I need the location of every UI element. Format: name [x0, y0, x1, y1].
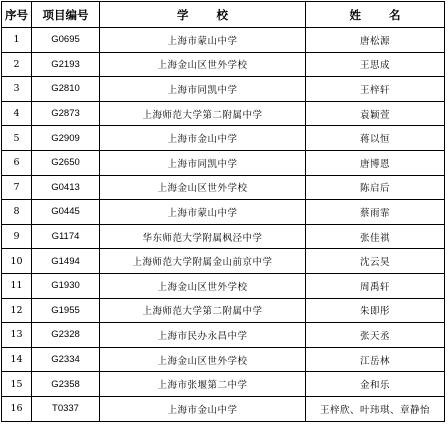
- cell-project-id: G0413: [32, 175, 100, 200]
- cell-project-id: G2810: [32, 77, 100, 102]
- cell-school: 上海市张堰第二中学: [100, 372, 306, 397]
- cell-project-id: G1955: [32, 298, 100, 323]
- table-row: [2, 347, 445, 372]
- cell-student-name: 唐博恩: [306, 150, 445, 175]
- header-student-name: 姓 名: [306, 2, 445, 28]
- cell-student-name: 袁颖萱: [306, 101, 445, 126]
- cell-school: 上海金山区世外学校: [100, 347, 306, 372]
- cell-serial-number: 11: [2, 273, 32, 298]
- cell-serial-number: 3: [2, 77, 32, 102]
- cell-project-id: T0337: [32, 396, 100, 421]
- cell-serial-number: 14: [2, 347, 32, 372]
- table-row: [2, 126, 445, 151]
- cell-student-name: 周禹轩: [306, 273, 445, 298]
- cell-serial-number: 10: [2, 249, 32, 274]
- cell-project-id: G1930: [32, 273, 100, 298]
- table-row: [2, 372, 445, 397]
- cell-project-id: G1494: [32, 249, 100, 274]
- cell-serial-number: 9: [2, 224, 32, 249]
- cell-student-name: 金和乐: [306, 372, 445, 397]
- cell-serial-number: 4: [2, 101, 32, 126]
- cell-project-id: G2328: [32, 323, 100, 348]
- cell-school: 上海市同凯中学: [100, 77, 306, 102]
- header-serial-number: 序号: [2, 2, 32, 28]
- header-school: 学 校: [100, 2, 306, 28]
- cell-project-id: G2193: [32, 52, 100, 77]
- table-row: [2, 150, 445, 175]
- cell-school: 上海金山区世外学校: [100, 52, 306, 77]
- award-roster-table: [1, 1, 445, 422]
- cell-project-id: G0695: [32, 28, 100, 53]
- cell-serial-number: 16: [2, 396, 32, 421]
- cell-serial-number: 1: [2, 28, 32, 53]
- cell-student-name: 蒋以恒: [306, 126, 445, 151]
- cell-school: 上海市民办永昌中学: [100, 323, 306, 348]
- cell-serial-number: 2: [2, 52, 32, 77]
- cell-project-id: G2909: [32, 126, 100, 151]
- cell-school: 上海师范大学第二附属中学: [100, 101, 306, 126]
- cell-student-name: 朱即彤: [306, 298, 445, 323]
- table-row: [2, 273, 445, 298]
- cell-student-name: 江岳林: [306, 347, 445, 372]
- table-row: [2, 249, 445, 274]
- table-row: [2, 200, 445, 225]
- cell-serial-number: 8: [2, 200, 32, 225]
- cell-serial-number: 5: [2, 126, 32, 151]
- cell-student-name: 唐松源: [306, 28, 445, 53]
- cell-school: 上海市蒙山中学: [100, 28, 306, 53]
- cell-serial-number: 12: [2, 298, 32, 323]
- cell-school: 上海市金山中学: [100, 126, 306, 151]
- cell-project-id: G1174: [32, 224, 100, 249]
- table-body: [2, 28, 445, 422]
- cell-project-id: G2873: [32, 101, 100, 126]
- cell-student-name: 王思成: [306, 52, 445, 77]
- table-row: [2, 175, 445, 200]
- cell-serial-number: 13: [2, 323, 32, 348]
- header-project-id: 项目编号: [32, 2, 100, 28]
- table-row: [2, 298, 445, 323]
- cell-student-name: 王梓轩: [306, 77, 445, 102]
- cell-school: 上海金山区世外学校: [100, 175, 306, 200]
- cell-school: 华东师范大学附属枫泾中学: [100, 224, 306, 249]
- cell-student-name: 王梓欣、叶玮琪、章静怡: [306, 396, 445, 421]
- cell-school: 上海市金山中学: [100, 396, 306, 421]
- cell-student-name: 蔡雨霏: [306, 200, 445, 225]
- cell-serial-number: 6: [2, 150, 32, 175]
- cell-student-name: 陈启后: [306, 175, 445, 200]
- cell-school: 上海市同凯中学: [100, 150, 306, 175]
- table-row: [2, 396, 445, 421]
- cell-project-id: G2334: [32, 347, 100, 372]
- cell-student-name: 沈云昊: [306, 249, 445, 274]
- table-row: [2, 224, 445, 249]
- cell-project-id: G2358: [32, 372, 100, 397]
- cell-project-id: G2650: [32, 150, 100, 175]
- cell-student-name: 张佳祺: [306, 224, 445, 249]
- cell-student-name: 张天丞: [306, 323, 445, 348]
- table-row: [2, 28, 445, 53]
- table-row: [2, 101, 445, 126]
- header-row: [2, 2, 445, 28]
- table-row: [2, 323, 445, 348]
- cell-school: 上海师范大学附属金山前京中学: [100, 249, 306, 274]
- cell-school: 上海市蒙山中学: [100, 200, 306, 225]
- cell-serial-number: 7: [2, 175, 32, 200]
- cell-project-id: G0445: [32, 200, 100, 225]
- table-row: [2, 77, 445, 102]
- cell-school: 上海金山区世外学校: [100, 273, 306, 298]
- cell-serial-number: 15: [2, 372, 32, 397]
- table-row: [2, 52, 445, 77]
- cell-school: 上海师范大学第二附属中学: [100, 298, 306, 323]
